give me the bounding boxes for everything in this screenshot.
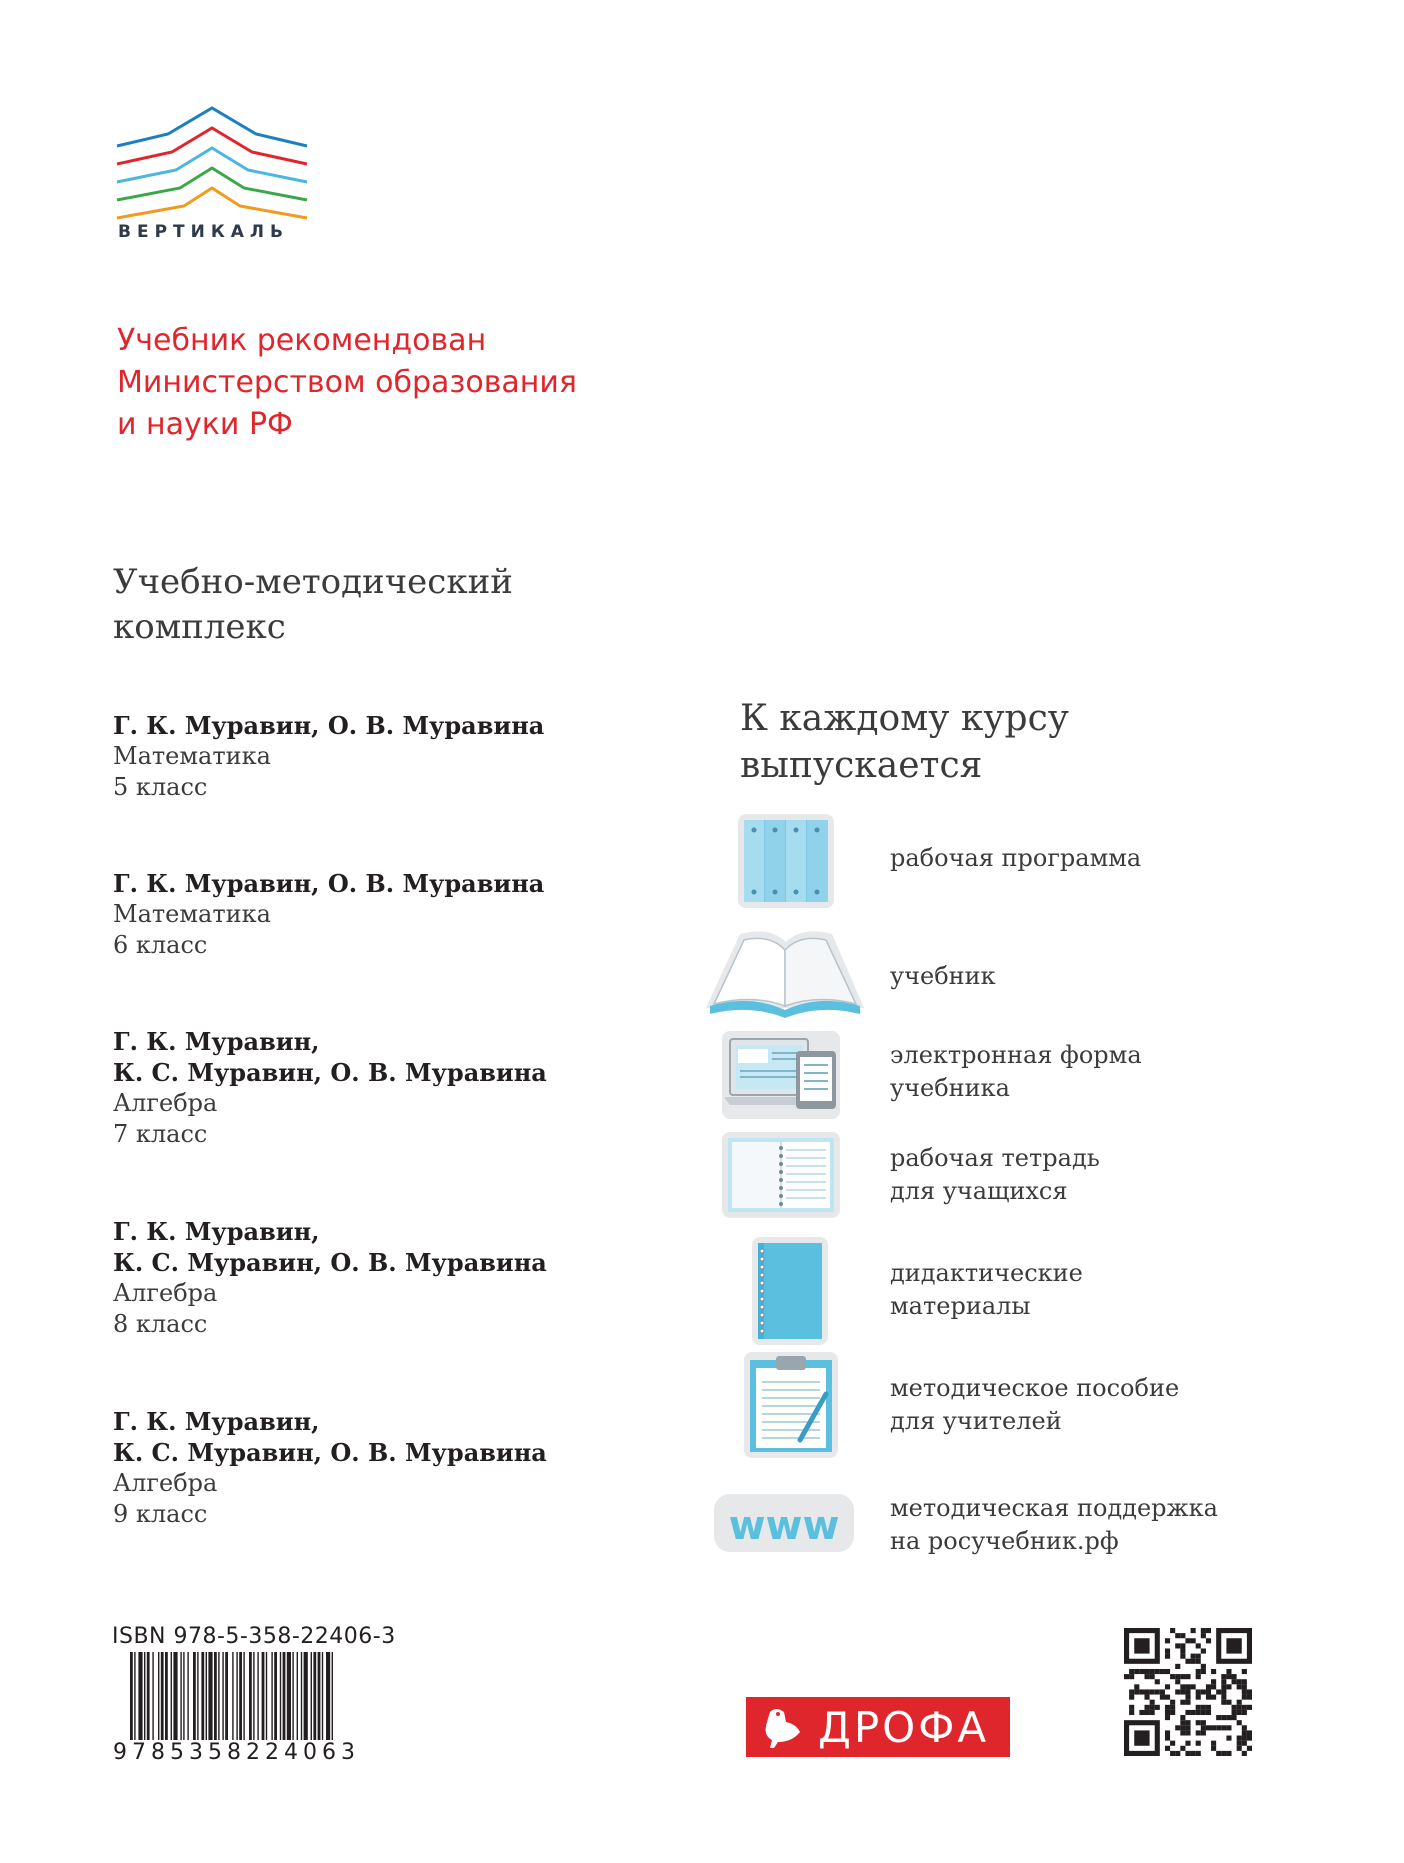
book-subject: Алгебра (113, 1089, 218, 1117)
roof-lines-icon (112, 100, 312, 220)
offer-label (890, 842, 1141, 875)
kit-heading (113, 560, 513, 650)
offer-label (890, 1142, 1100, 1208)
book-authors: Г. К. Муравин, (113, 1027, 320, 1056)
book-entry (113, 1406, 673, 1530)
binders-icon (700, 810, 870, 910)
www-icon-text: www (728, 1503, 840, 1549)
offer-item (700, 810, 1220, 910)
devices-icon (700, 1025, 870, 1125)
offer-label (890, 1257, 1083, 1323)
book-authors: К. С. Муравин, О. В. Муравина (113, 1438, 547, 1467)
book-subject: Математика (113, 742, 271, 770)
notebook-icon (700, 1235, 870, 1345)
offer-label (890, 1492, 1218, 1558)
book-authors: Г. К. Муравин, (113, 1217, 320, 1246)
book-grade: 5 класс (113, 773, 208, 801)
clipboard-icon (700, 1350, 870, 1460)
offer-label (890, 1372, 1179, 1438)
offer-label-line: методическое пособие (890, 1374, 1180, 1402)
recommendation-line: и науки РФ (117, 407, 293, 442)
book-subject: Алгебра (113, 1469, 218, 1497)
logo-wordmark: ВЕРТИКАЛЬ (118, 222, 289, 242)
book-entry (113, 1216, 673, 1340)
kit-heading-line: Учебно-методический (113, 562, 513, 602)
book-subject: Математика (113, 900, 271, 928)
book-authors: К. С. Муравин, О. В. Муравина (113, 1248, 547, 1277)
publisher-badge (746, 1697, 1010, 1757)
open-book-icon (700, 924, 870, 1024)
offer-heading (740, 695, 1069, 789)
book-grade: 7 класс (113, 1120, 208, 1148)
qr-code-icon (1124, 1628, 1252, 1756)
offer-label-line: учебник (890, 962, 996, 990)
offer-label-line: дидактические (890, 1259, 1083, 1287)
book-entry (113, 710, 673, 803)
offer-label (890, 1039, 1142, 1105)
offer-label-line: рабочая тетрадь (890, 1144, 1100, 1172)
recommendation-note (117, 320, 577, 446)
offer-item (700, 1480, 1220, 1580)
offer-item (700, 1025, 1220, 1125)
bustard-bird-icon (756, 1702, 806, 1752)
book-authors: Г. К. Муравин, О. В. Муравина (113, 711, 545, 740)
workbook-icon (700, 1130, 870, 1230)
offer-label-line: для учащихся (890, 1177, 1068, 1205)
book-grade: 8 класс (113, 1310, 208, 1338)
offer-label (890, 960, 996, 993)
offer-item (700, 1130, 1220, 1230)
barcode-digits (112, 1740, 361, 1765)
recommendation-line: Учебник рекомендован (117, 323, 487, 358)
offer-label-line: для учителей (890, 1407, 1062, 1435)
offer-heading-line: выпускается (740, 745, 983, 786)
offer-label-line: рабочая программа (890, 844, 1142, 872)
offer-item (700, 1235, 1220, 1335)
book-grade: 6 класс (113, 931, 208, 959)
kit-heading-line: комплекс (113, 607, 286, 647)
book-subject: Алгебра (113, 1279, 218, 1307)
isbn-label: ISBN 978-5-358-22406-3 (112, 1624, 396, 1649)
book-authors: Г. К. Муравин, О. В. Муравина (113, 869, 545, 898)
book-entry (113, 868, 673, 961)
offer-heading-line: К каждому курсу (740, 698, 1069, 739)
book-grade: 9 класс (113, 1500, 208, 1528)
www-icon (700, 1480, 870, 1580)
book-entry (113, 1026, 673, 1150)
book-authors: К. С. Муравин, О. В. Муравина (113, 1058, 547, 1087)
offer-label-line: на росучебник.рф (890, 1527, 1119, 1555)
publisher-logo (112, 100, 312, 250)
offer-label-line: учебника (890, 1074, 1010, 1102)
offer-item (700, 924, 1220, 1024)
recommendation-line: Министерством образования (117, 365, 577, 400)
offer-label-line: методическая поддержка (890, 1494, 1218, 1522)
offer-label-line: материалы (890, 1292, 1031, 1320)
publisher-name: ДРОФА (818, 1703, 990, 1752)
barcode-digits-text: 9785358224063 (113, 1740, 360, 1765)
book-authors: Г. К. Муравин, (113, 1407, 320, 1436)
offer-label-line: электронная форма (890, 1041, 1142, 1069)
offer-item (700, 1350, 1220, 1450)
